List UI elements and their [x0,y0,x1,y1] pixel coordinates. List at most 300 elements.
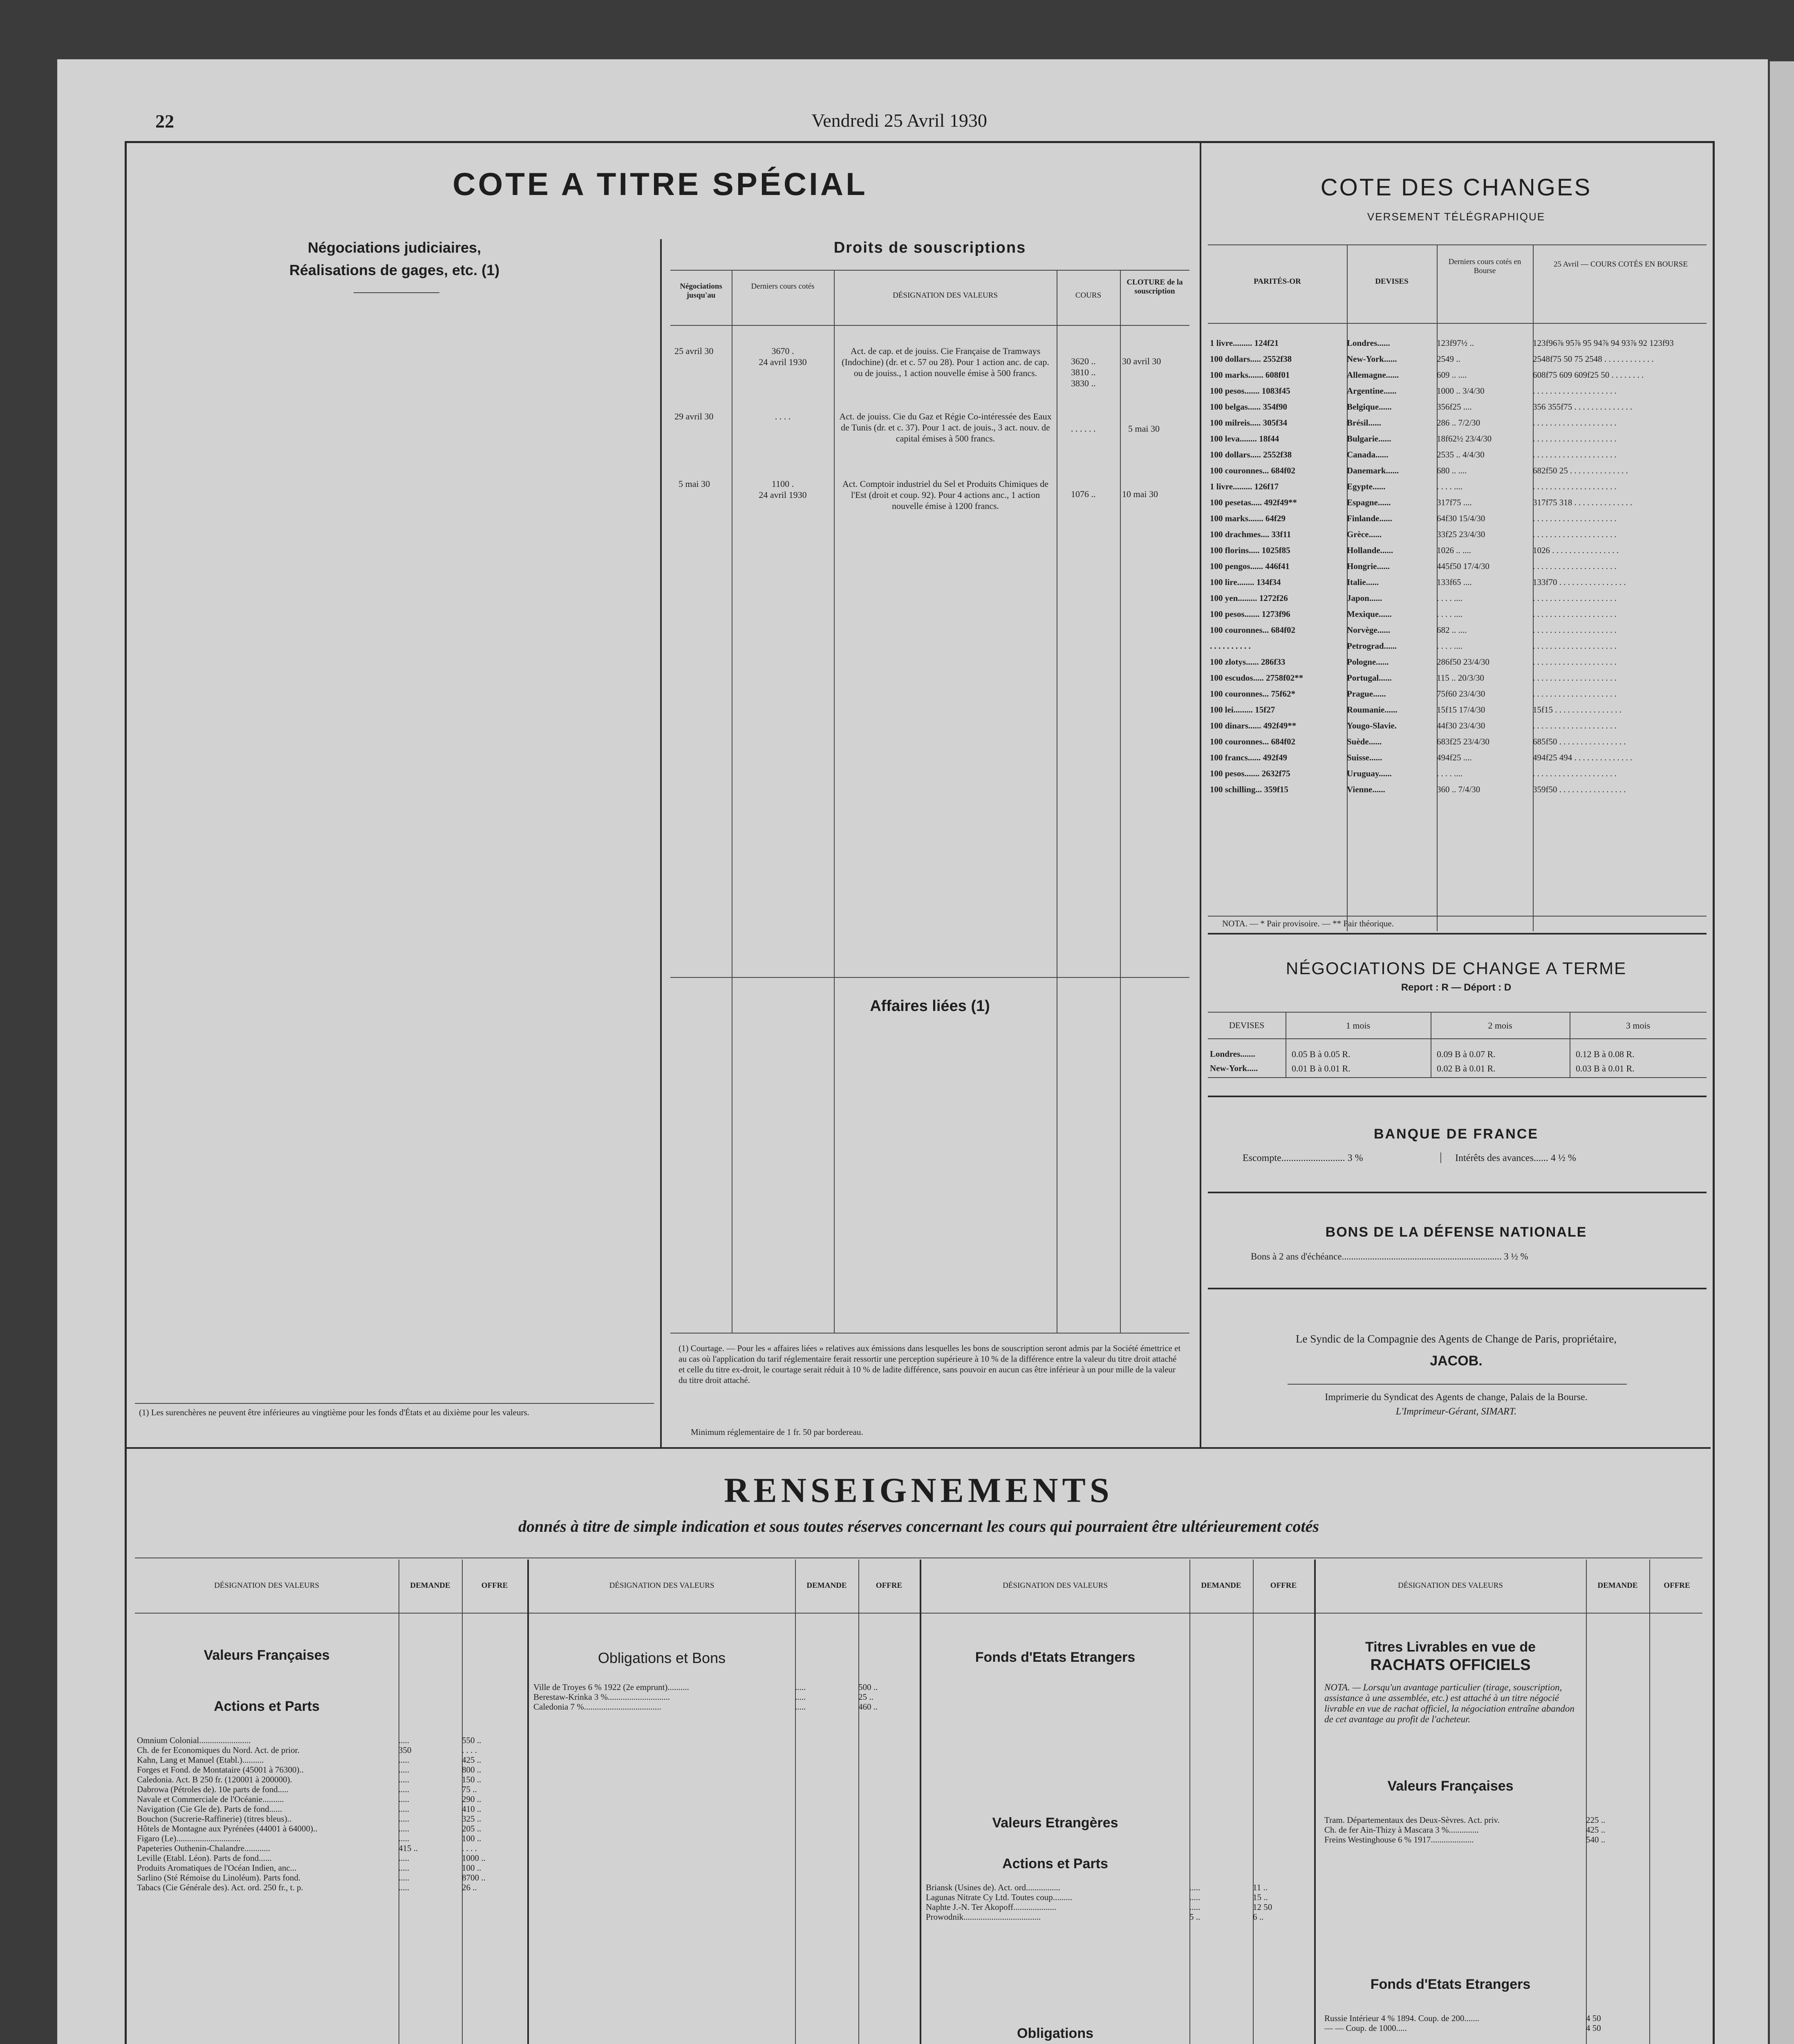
changes-row [1210,734,1707,750]
valeur-row [137,1863,523,1873]
col-rule [1649,1560,1650,2044]
valeur-demande: 5 .. [1189,1912,1200,1922]
banque-title: BANQUE DE FRANCE [1373,1126,1539,1142]
col-rule [1586,1560,1587,2044]
rule [1208,244,1707,245]
gerant-line: L'Imprimeur-Gérant, SIMART. [1395,1406,1517,1417]
valeur-demande: ..... [1189,1892,1200,1902]
terme-row-devise: Londres....... [1210,1049,1256,1059]
parite-cell: 1 livre......... 124f21 [1210,338,1279,348]
valeur-row [137,1775,523,1784]
cours-cell: . . . . . . . . . . . . . . . . . . . . [1533,418,1617,428]
valeur-row [137,1833,523,1843]
valeur-name: Naphte J.-N. Ter Akopoff.................... [926,1902,1057,1912]
valeur-name: Ch. de fer Ain-Thizy à Mascara 3 %.............. [1324,1825,1479,1835]
droits-row-cloture: 10 mai 30 [1122,489,1158,499]
parite-cell: 100 escudos..... 2758f02** [1210,673,1304,683]
syndic-name: JACOB. [1430,1353,1483,1369]
rule [1208,1077,1707,1078]
devise-cell: Suisse...... [1347,753,1382,762]
valeur-name: Figaro (Le).............................. [137,1833,241,1843]
valeur-name: Hôtels de Montagne aux Pyrénées (44001 à 64000).. [137,1824,318,1833]
terme-row-2mois: 0.02 B à 0.01 R. [1437,1063,1496,1074]
col-divider [527,1560,529,2044]
valeur-offre: 800 .. [462,1765,482,1775]
valeur-offre [1649,1815,1700,1825]
terme-row-3mois: 0.12 B à 0.08 R. [1576,1049,1635,1059]
banque-escompte: Escompte.......................... 3 % [1243,1153,1363,1163]
changes-row [1210,495,1707,511]
valeur-offre: 325 .. [462,1814,482,1824]
parite-cell: 100 lire........ 134f34 [1210,577,1281,587]
valeur-offre [1649,1835,1700,1845]
dernier-cours-cell: 18f62½ 23/4/30 [1437,434,1492,444]
changes-row [1210,335,1707,351]
valeur-name: Sarlino (Sté Rémoise du Linoléum). Parts fond. [137,1873,301,1883]
dernier-cours-cell: 123f97½ .. [1437,338,1474,348]
valeur-row [137,1843,523,1853]
changes-row [1210,447,1707,463]
parite-cell: 100 couronnes... 75f62* [1210,689,1296,699]
changes-row [1210,558,1707,574]
dernier-cours-cell: 2549 .. [1437,354,1460,364]
valeur-offre: 410 .. [462,1804,482,1814]
valeur-offre: 11 .. [1253,1883,1268,1892]
changes-row [1210,670,1707,686]
parite-cell: . . . . . . . . . . [1210,641,1251,651]
devise-cell: Mexique...... [1347,609,1392,619]
valeur-offre: 100 .. [462,1833,482,1843]
parite-cell: 100 dollars..... 2552f38 [1210,354,1292,364]
dernier-cours-cell: 683f25 23/4/30 [1437,737,1489,746]
dernier-cours-cell: 1026 .. .... [1437,545,1471,555]
changes-col-devises: DEVISES [1375,277,1409,286]
r2-heading-obligations: Obligations et Bons [598,1650,726,1666]
rule [1208,323,1707,324]
cours-cell: . . . . . . . . . . . . . . . . . . . . [1533,721,1617,731]
valeur-row [926,1892,1310,1902]
cours-cell: 2548f75 50 75 2548 . . . . . . . . . . . . [1533,354,1654,364]
devise-cell: Suède...... [1347,737,1382,746]
valeur-name: Tram. Départementaux des Deux-Sèvres. Act. priv. [1324,1815,1500,1825]
col-header-designation: DÉSIGNATION DES VALEURS [609,1581,714,1590]
bons-line: Bons à 2 ans d'échéance.................................................................... 3 ½ % [1251,1251,1528,1262]
dernier-cours-cell: 680 .. .... [1437,466,1467,475]
parite-cell: 1 livre......... 126f17 [1210,482,1279,491]
droits-col-last: Derniers cours cotés [751,282,815,291]
col-header-offre: OFFRE [1270,1581,1297,1590]
changes-col-cours: 25 Avril — COURS COTÉS EN BOURSE [1554,260,1688,269]
terme-col-2mois: 2 mois [1488,1020,1512,1031]
valeur-row [137,1755,523,1765]
valeur-demande: ..... [399,1883,410,1892]
parite-cell: 100 pengos...... 446f41 [1210,561,1290,571]
cours-cell: . . . . . . . . . . . . . . . . . . . . [1533,513,1617,523]
parite-cell: 100 dinars...... 492f49** [1210,721,1297,731]
divider-renseignements [127,1447,1711,1449]
terme-col-1mois: 1 mois [1346,1020,1371,1031]
valeur-row [137,1804,523,1814]
syndic-line: Le Syndic de la Compagnie des Agents de Change de Paris, propriétaire, [1295,1333,1617,1345]
adjacent-page-edge [1770,61,1794,2044]
parite-cell: 100 dollars..... 2552f38 [1210,450,1292,459]
dernier-cours-cell: 115 .. 20/3/30 [1437,673,1484,683]
valeur-offre: 15 .. [1253,1892,1268,1902]
droits-col-date: Négociations jusqu'au [680,282,722,300]
valeur-offre: 425 .. [462,1755,482,1765]
droits-row-date: 25 avril 30 [674,346,714,356]
valeur-offre: 1000 .. [462,1853,486,1863]
dernier-cours-cell: 133f65 .... [1437,577,1472,587]
cours-cell: 685f50 . . . . . . . . . . . . . . . . [1533,737,1626,746]
valeur-row [137,1794,523,1804]
valeur-demande: 425 .. [1586,1825,1606,1835]
cours-cell: 359f50 . . . . . . . . . . . . . . . . [1533,784,1626,794]
changes-row [1210,606,1707,622]
col-header-demande: DEMANDE [410,1581,450,1590]
changes-row [1210,702,1707,718]
valeur-row [1324,1835,1700,1845]
valeur-row [533,1692,918,1702]
parite-cell: 100 yen......... 1272f26 [1210,593,1288,603]
parite-cell: 100 leva........ 18f44 [1210,434,1279,444]
cours-cell: 682f50 25 . . . . . . . . . . . . . . [1533,466,1628,475]
changes-row [1210,638,1707,654]
page-date: Vendredi 25 Avril 1930 [811,110,987,131]
valeur-row [1324,1815,1700,1825]
cours-cell: 133f70 . . . . . . . . . . . . . . . . [1533,577,1626,587]
valeur-offre: 290 .. [462,1794,482,1804]
parite-cell: 100 florins..... 1025f85 [1210,545,1290,555]
droits-row-last: . . . . [775,411,791,421]
divider-judiciaires [660,239,662,1447]
changes-row [1210,718,1707,734]
valeur-name: Omnium Colonial........................ [137,1735,251,1745]
col-header-designation: DÉSIGNATION DES VALEURS [1003,1581,1108,1590]
rule [670,325,1189,326]
parite-cell: 100 pesetas..... 492f49** [1210,498,1297,507]
dernier-cours-cell: 356f25 .... [1437,402,1472,412]
divider-changes [1200,143,1201,1447]
valeur-row [926,1902,1310,1912]
valeur-demande: ..... [399,1755,410,1765]
devise-cell: Uruguay...... [1347,769,1392,778]
cours-cell: . . . . . . . . . . . . . . . . . . . . [1533,657,1617,667]
rule [1208,916,1707,917]
dernier-cours-cell: . . . . .... [1437,769,1463,778]
rule [1208,1012,1707,1013]
valeur-demande: ..... [795,1692,806,1702]
parite-cell: 100 belgas...... 354f90 [1210,402,1287,412]
valeur-demande: ..... [399,1794,410,1804]
parite-cell: 100 milreis..... 305f34 [1210,418,1288,428]
valeur-row [137,1745,523,1755]
rule [1288,1384,1627,1385]
parite-cell: 100 marks....... 64f29 [1210,513,1286,523]
devise-cell: Hollande...... [1347,545,1393,555]
devise-cell: Portugal...... [1347,673,1392,683]
col-rule [1253,1560,1254,2044]
r1-list [137,1735,523,1892]
valeur-row [1324,2023,1700,2033]
droits-row-cours: 3620 .. 3810 .. 3830 .. [1071,356,1096,388]
devise-cell: Pologne...... [1347,657,1389,667]
terme-row-2mois: 0.09 B à 0.07 R. [1437,1049,1496,1059]
dernier-cours-cell: 445f50 17/4/30 [1437,561,1489,571]
parite-cell: 100 lei......... 15f27 [1210,705,1275,715]
valeur-name: Prowodnik.................................... [926,1912,1041,1922]
valeur-name: Ville de Troyes 6 % 1922 (2e emprunt).......... [533,1682,689,1692]
changes-col-parite: PARITÉS-OR [1254,277,1301,286]
col-header-designation: DÉSIGNATION DES VALEURS [1398,1581,1503,1590]
devise-cell: Espagne...... [1347,498,1391,507]
changes-row [1210,574,1707,590]
valeur-demande: 540 .. [1586,1835,1606,1845]
dernier-cours-cell: 1000 .. 3/4/30 [1437,386,1485,396]
droits-col-designation: DÉSIGNATION DES VALEURS [893,291,998,300]
valeur-name: Produits Aromatiques de l'Océan Indien, anc... [137,1863,297,1873]
r4-heading-fonds: Fonds d'Etats Etrangers [1370,1977,1531,1992]
valeur-offre: 75 .. [462,1784,477,1794]
col-header-demande: DEMANDE [1597,1581,1638,1590]
valeur-demande: ..... [399,1853,410,1863]
valeur-demande: ..... [399,1804,410,1814]
cours-cell: 123f96⅞ 95⅞ 95 94⅞ 94 93⅞ 92 123f93 [1533,338,1674,348]
cours-cell: . . . . . . . . . . . . . . . . . . . . [1533,561,1617,571]
changes-row [1210,766,1707,782]
valeur-row [137,1853,523,1863]
droits-row-cloture: 5 mai 30 [1128,424,1160,434]
renseignements-title: RENSEIGNEMENTS [724,1470,1113,1510]
valeur-row [137,1784,523,1794]
rule [1208,1192,1707,1193]
droits-row-date: 5 mai 30 [679,479,710,489]
changes-row [1210,479,1707,495]
dernier-cours-cell: . . . . .... [1437,609,1463,619]
rule [670,1333,1189,1334]
valeur-offre: 6 .. [1253,1912,1264,1922]
devise-cell: New-York...... [1347,354,1397,364]
renseignements-subtitle: donnés à titre de simple indication et sous toutes réserves concernant les cours qui pourraient être ultérieurement cotés [518,1517,1319,1535]
valeur-row [137,1883,523,1892]
devise-cell: Japon...... [1347,593,1382,603]
col-header-designation: DÉSIGNATION DES VALEURS [214,1581,319,1590]
parite-cell: 100 zlotys...... 286f33 [1210,657,1286,667]
r3-heading-valeurs-etrangeres: Valeurs Etrangères [992,1815,1118,1831]
changes-row [1210,590,1707,606]
devise-cell: Yougo-Slavie. [1347,721,1397,731]
affaires-liees-title: Affaires liées (1) [870,997,990,1015]
valeur-demande: ..... [795,1682,806,1692]
valeur-name: Freins Westinghouse 6 % 1917.................... [1324,1835,1474,1845]
changes-row [1210,351,1707,367]
valeur-row [533,1702,918,1712]
terme-row-1mois: 0.05 B à 0.05 R. [1292,1049,1351,1059]
devise-cell: Bulgarie...... [1347,434,1391,444]
cours-cell: . . . . . . . . . . . . . . . . . . . . [1533,641,1617,651]
valeur-offre [1649,2023,1700,2033]
cours-cell: . . . . . . . . . . . . . . . . . . . . [1533,450,1617,459]
cote-special-title: COTE A TITRE SPÉCIAL [452,166,868,202]
r4-list2 [1324,2013,1700,2033]
courtage-minimum: Minimum réglementaire de 1 fr. 50 par bordereau. [691,1427,863,1437]
separator: | [1440,1151,1442,1163]
rule [670,977,1189,978]
droits-row-date: 29 avril 30 [674,411,714,421]
terme-subtitle: Report : R — Déport : D [1401,982,1512,993]
changes-row [1210,542,1707,558]
valeur-demande: ..... [399,1775,410,1784]
cours-cell: . . . . . . . . . . . . . . . . . . . . [1533,689,1617,699]
page-number: 22 [155,111,174,132]
bons-title: BONS DE LA DÉFENSE NATIONALE [1325,1224,1587,1240]
devise-cell: Grèce...... [1347,529,1382,539]
devise-cell: Belgique...... [1347,402,1392,412]
devise-cell: Danemark...... [1347,466,1399,475]
dernier-cours-cell: 75f60 23/4/30 [1437,689,1485,699]
valeur-demande: ..... [399,1735,410,1745]
valeur-offre: 150 .. [462,1775,482,1784]
valeur-demande: 415 .. [399,1843,418,1853]
judiciaires-heading-2: Réalisations de gages, etc. (1) [289,262,500,278]
rule [1208,933,1707,935]
droits-col-cours: COURS [1075,291,1102,300]
valeur-name: Bouchon (Sucrerie-Raffinerie) (titres bleus).. [137,1814,292,1824]
banque-interets: Intérêts des avances...... 4 ½ % [1455,1153,1576,1163]
dernier-cours-cell: 360 .. 7/4/30 [1437,784,1480,794]
r4-list [1324,1815,1700,1845]
changes-row [1210,782,1707,798]
valeur-name: Navale et Commerciale de l'Océanie.......... [137,1794,284,1804]
cours-cell: 317f75 318 . . . . . . . . . . . . . . [1533,498,1633,507]
valeur-name: Dabrowa (Pétroles de). 10e parts de fond..... [137,1784,289,1794]
r4-heading-titres: Titres Livrables en vue de [1365,1639,1536,1655]
valeur-name: Lagunas Nitrate Cy Ltd. Toutes coup......... [926,1892,1072,1902]
valeur-offre [1649,1825,1700,1835]
devise-cell: Hongrie...... [1347,561,1390,571]
r1-heading-valeurs-francaises: Valeurs Françaises [204,1647,330,1663]
rule [670,270,1189,271]
rule [135,1403,654,1404]
droits-row-designation: Act. de jouiss. Cie du Gaz et Régie Co-intéressée des Eaux de Tunis (dr. et c. 37). Pour 1 act. de jouis., 3 act. nouv. de capital émises à 500 francs. [839,411,1052,444]
valeur-demande: ..... [399,1863,410,1873]
col-header-demande: DEMANDE [1201,1581,1241,1590]
cours-cell: . . . . . . . . . . . . . . . . . . . . [1533,625,1617,635]
valeur-name: Papeteries Outhenin-Chalandre............ [137,1843,270,1853]
cours-cell: . . . . . . . . . . . . . . . . . . . . [1533,434,1617,444]
changes-row [1210,686,1707,702]
rule [135,1613,1702,1614]
parite-cell: 100 marks....... 608f01 [1210,370,1290,380]
changes-row [1210,527,1707,542]
dernier-cours-cell: 44f30 23/4/30 [1437,721,1485,731]
devise-cell: Prague...... [1347,689,1386,699]
changes-row [1210,750,1707,766]
valeur-row [1324,1825,1700,1835]
valeur-demande: 350 [399,1745,412,1755]
r3-heading-fonds: Fonds d'Etats Etrangers [975,1650,1136,1665]
cours-cell: . . . . . . . . . . . . . . . . . . . . [1533,769,1617,778]
droits-row-last: 3670 . 24 avril 1930 [759,346,807,367]
valeur-offre: 25 .. [858,1692,873,1702]
cours-cell: . . . . . . . . . . . . . . . . . . . . [1533,386,1617,396]
cours-cell: 1026 . . . . . . . . . . . . . . . . [1533,545,1619,555]
droits-title: Droits de souscriptions [833,239,1026,256]
valeur-name: Leville (Etabl. Léon). Parts de fond...... [137,1853,272,1863]
parite-cell: 100 francs...... 492f49 [1210,753,1287,762]
terme-col-3mois: 3 mois [1626,1020,1651,1031]
valeur-row [1324,2013,1700,2023]
valeur-offre [1649,2013,1700,2023]
valeur-offre: . . . . [462,1745,477,1755]
valeur-demande: 4 50 [1586,2013,1601,2023]
devise-cell: Londres...... [1347,338,1390,348]
valeur-name: Berestaw-Krinka 3 %............................. [533,1692,670,1702]
changes-row [1210,622,1707,638]
valeur-name: Tabacs (Cie Générale des). Act. ord. 250 fr., t. p. [137,1883,303,1892]
r4-heading-rachats: RACHATS OFFICIELS [1370,1656,1531,1674]
dernier-cours-cell: 286 .. 7/2/30 [1437,418,1480,428]
dernier-cours-cell: 317f75 .... [1437,498,1472,507]
terme-col-devises: DEVISES [1229,1020,1265,1030]
col-header-demande: DEMANDE [806,1581,847,1590]
dernier-cours-cell: 494f25 .... [1437,753,1472,762]
valeur-offre: . . . . [462,1843,477,1853]
cours-cell: 608f75 609 609f25 50 . . . . . . . . [1533,370,1644,380]
terme-row-1mois: 0.01 B à 0.01 R. [1292,1063,1351,1074]
valeur-name: Kahn, Lang et Manuel (Etabl.).......... [137,1755,264,1765]
changes-col-dernier: Derniers cours cotés en Bourse [1448,258,1521,275]
r2-list [533,1682,918,1712]
valeur-name: Briansk (Usines de). Act. ord................ [926,1883,1060,1892]
dernier-cours-cell: 64f30 15/4/30 [1437,513,1485,523]
valeur-demande: ..... [1189,1902,1200,1912]
rule [1208,1038,1707,1039]
col-header-offre: OFFRE [481,1581,508,1590]
changes-row [1210,511,1707,527]
valeur-offre: 205 .. [462,1824,482,1833]
dernier-cours-cell: 15f15 17/4/30 [1437,705,1485,715]
cours-cell: . . . . . . . . . . . . . . . . . . . . [1533,673,1617,683]
dernier-cours-cell: 286f50 23/4/30 [1437,657,1489,667]
changes-title: COTE DES CHANGES [1320,174,1592,201]
valeur-demande: ..... [795,1702,806,1712]
r4-heading-valeurs-francaises: Valeurs Françaises [1387,1778,1514,1794]
devise-cell: Allemagne...... [1347,370,1399,380]
valeur-demande: ..... [399,1873,410,1883]
cours-cell: . . . . . . . . . . . . . . . . . . . . [1533,609,1617,619]
parite-cell: 100 couronnes... 684f02 [1210,466,1296,475]
devise-cell: Roumanie...... [1347,705,1398,715]
cours-cell: . . . . . . . . . . . . . . . . . . . . [1533,593,1617,603]
col-divider [920,1560,921,2044]
terme-row-3mois: 0.03 B à 0.01 R. [1576,1063,1635,1074]
droits-row-last: 1100 . 24 avril 1930 [759,479,807,500]
devise-cell: Finlande...... [1347,513,1392,523]
parite-cell: 100 couronnes... 684f02 [1210,737,1296,746]
valeur-row [137,1814,523,1824]
changes-row [1210,415,1707,431]
devise-cell: Egypte...... [1347,482,1386,491]
col-rule [1189,1560,1190,2044]
r3-heading-actions-parts: Actions et Parts [1002,1856,1108,1871]
changes-table [1210,335,1707,798]
cours-cell: . . . . . . . . . . . . . . . . . . . . [1533,482,1617,491]
changes-row [1210,367,1707,383]
col-header-offre: OFFRE [1664,1581,1690,1590]
valeur-name: Russie Intérieur 4 % 1894. Coup. de 200....... [1324,2013,1480,2023]
changes-row [1210,463,1707,479]
